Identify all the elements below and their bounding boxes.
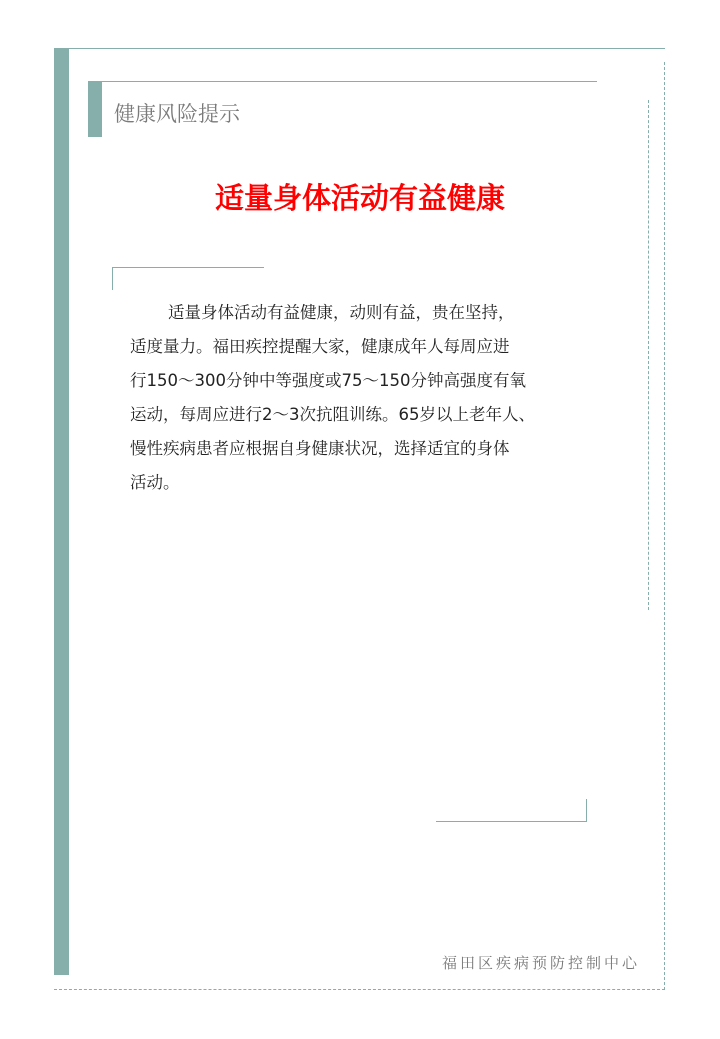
bottom-dashed-border bbox=[54, 989, 665, 990]
corner-bracket-bottom-right bbox=[436, 799, 587, 822]
body-line: 慢性疾病患者应根据自身健康状况，选择适宜的身体 bbox=[130, 439, 510, 458]
section-header-bar bbox=[88, 81, 102, 137]
body-paragraph bbox=[130, 296, 535, 500]
page-title: 适量身体活动有益健康 bbox=[214, 181, 505, 215]
section-header-label: 健康风险提示 bbox=[114, 102, 240, 126]
body-line: 适量身体活动有益健康，动则有益，贵在坚持， bbox=[168, 303, 515, 322]
body-line: 适度量力。福田疾控提醒大家，健康成年人每周应进 bbox=[130, 337, 510, 356]
section-header-line bbox=[88, 81, 597, 82]
body-line: 活动。 bbox=[130, 473, 180, 492]
corner-bracket-top-left bbox=[112, 267, 264, 290]
body-line: 行150～300分钟中等强度或75～150分钟高强度有氧 bbox=[130, 371, 526, 390]
top-border-line bbox=[54, 48, 665, 49]
footer-organization: 福田区疾病预防控制中心 bbox=[441, 954, 640, 972]
body-line: 运动，每周应进行2～3次抗阻训练。65岁以上老年人、 bbox=[130, 405, 535, 424]
